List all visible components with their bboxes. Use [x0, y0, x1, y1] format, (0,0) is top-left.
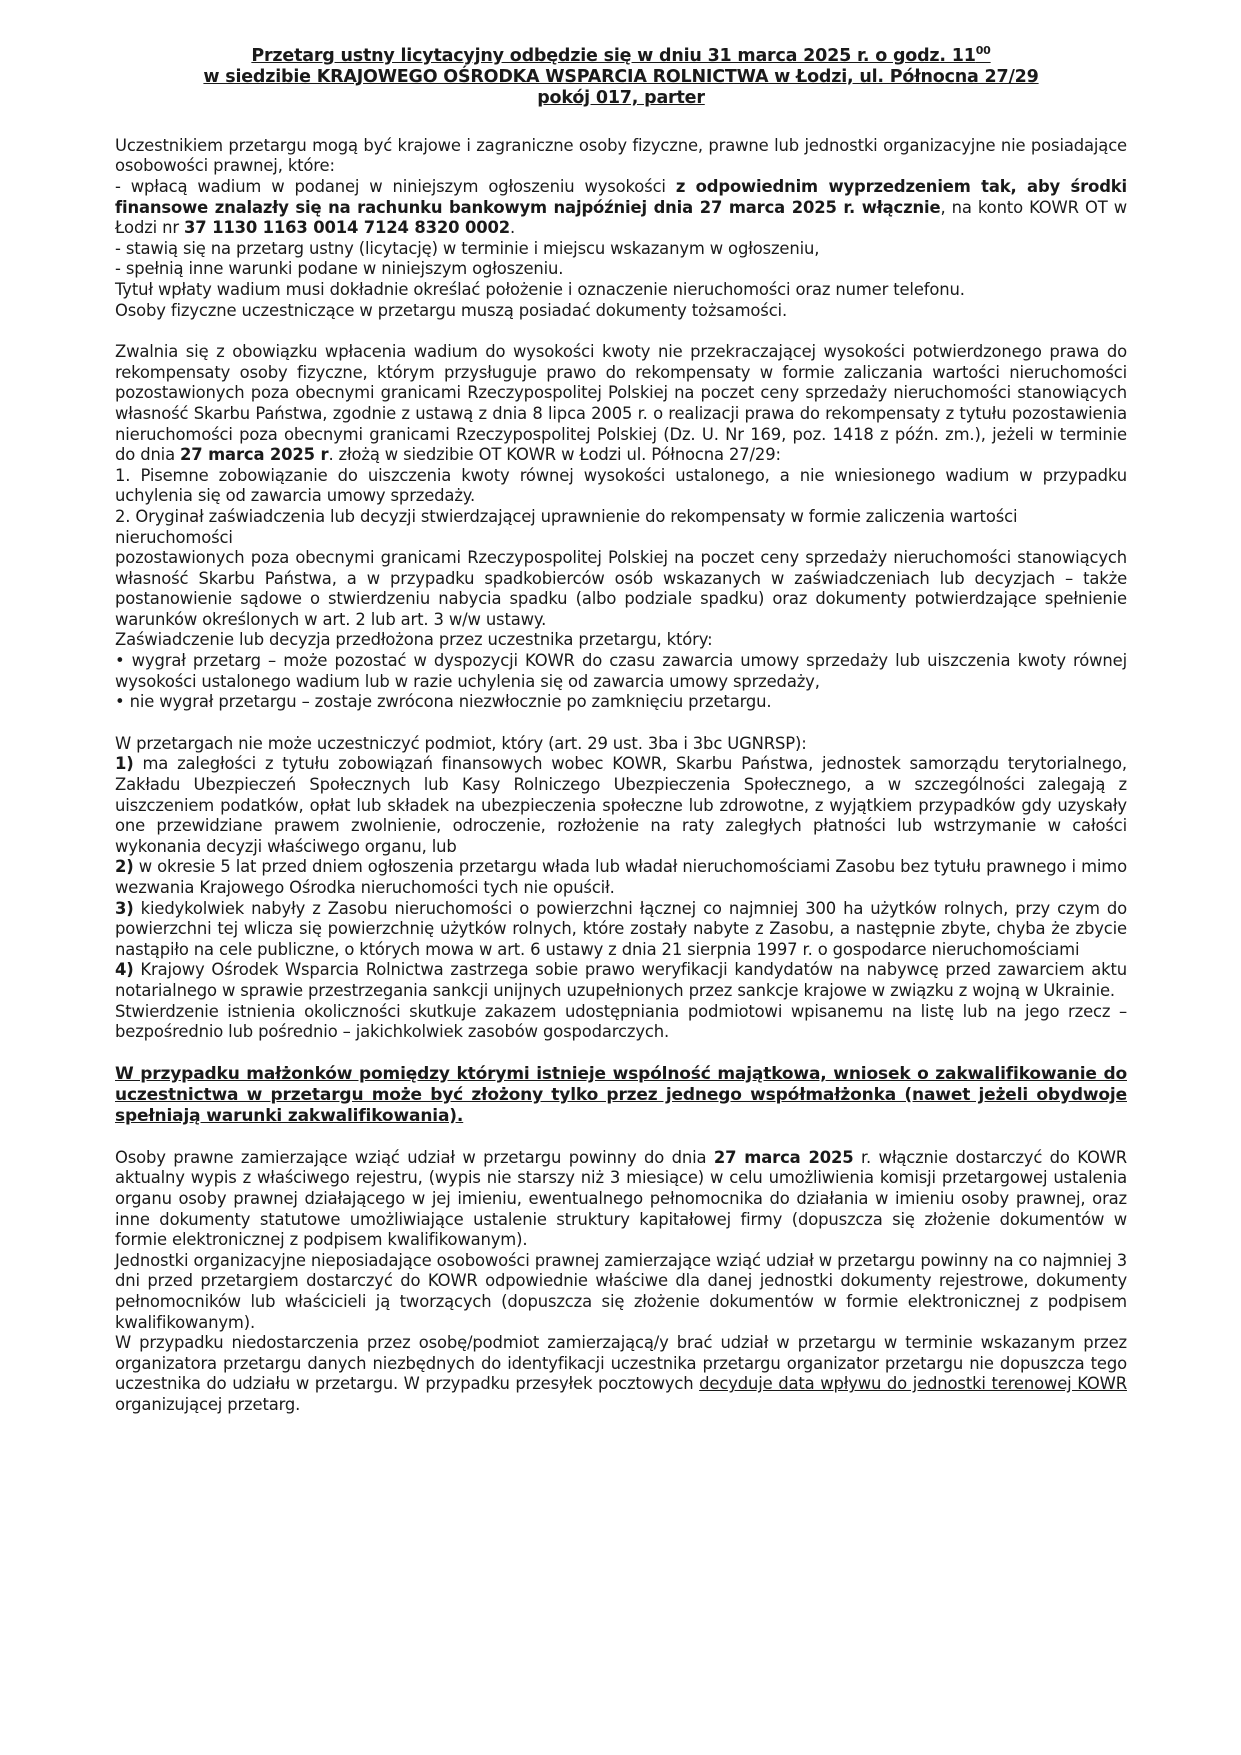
exclusion-item-2: 2) w okresie 5 lat przed dniem ogłoszenia przetargu włada lub władał nieruchomościami Zasobu bez tytułu prawnego i mimo wezwania Krajowego Ośrodka nieruchomości tych nie opuścił.	[115, 857, 1127, 898]
missing-documents-paragraph: W przypadku niedostarczenia przez osobę/podmiot zamierzającą/y brać udział w przetargu w terminie wskazanym przez organizatora przetargu danych niezbędnych do identyfikacji uczestnika przetargu organizator przetargu nie dopuszcza tego uczestnika do udziału w przetargu. W przypadku przesyłek pocztowych decyduje data wpływu do jednostki terenowej KOWR organizującej przetarg.	[115, 1333, 1127, 1414]
certificate-intro: Zaświadczenie lub decyzja przedłożona przez uczestnika przetargu, który:	[115, 630, 713, 650]
spouses-notice: W przypadku małżonków pomiędzy którymi istnieje wspólność majątkowa, wniosek o zakwalifikowanie do uczestnictwa w przetargu może być złożony tylko przez jednego współmałżonka (nawet jeżeli obydwoje spełniają warunki zakwalifikowania).	[115, 1063, 1127, 1126]
header-line-3: pokój 017, parter	[537, 87, 705, 108]
exemption-item-2a: 2. Oryginał zaświadczenia lub decyzji stwierdzającej uprawnienie do rekompensaty w formie zaliczenia wartości nieruchomości	[115, 506, 1018, 547]
sanctions-closing: Stwierdzenie istnienia okoliczności skutkuje zakazem udostępniania podmiotowi wpisanemu na listę lub na jego rzecz – bezpośrednio lub pośrednio – jakichkolwiek zasobów gospodarczych.	[115, 1001, 1127, 1042]
deposit-condition: - wpłacą wadium w podanej w niniejszym ogłoszeniu wysokości z odpowiednim wyprzedzeniem tak, aby środki finansowe znalazły się na rachunku bankowym najpóźniej dnia 27 marca 2025 r. włącznie, na konto KOWR OT w Łodzi nr 37 1130 1163 0014 7124 8320 0002.	[115, 177, 1127, 238]
document-page	[115, 40, 1127, 1415]
attendance-condition: - stawią się na przetarg ustny (licytację) w terminie i miejscu wskazanym w ogłoszeniu,	[115, 238, 820, 258]
id-documents-note: Osoby fizyczne uczestniczące w przetargu muszą posiadać dokumenty tożsamości.	[115, 300, 788, 320]
legal-entities-paragraph: Osoby prawne zamierzające wziąć udział w przetargu powinny do dnia 27 marca 2025 r. włącznie dostarczyć do KOWR aktualny wypis z właściwego rejestru, (wypis nie starszy niż 3 miesiące) w celu umożliwienia komisji przetargowej ustalenia organu osoby prawnej działającego w jej imieniu, ewentualnego pełnomocnika do działania w imieniu osoby prawnej, oraz inne dokumenty statutowe umożliwiające ustalenie struktury kapitałowej firmy (dopuszcza się złożenie dokumentów w formie elektronicznej z podpisem kwalifikowanym).	[115, 1147, 1127, 1250]
payment-title-note: Tytuł wpłaty wadium musi dokładnie określać położenie i oznaczenie nieruchomości oraz numer telefonu.	[115, 279, 965, 299]
exemption-item-2b: pozostawionych poza obecnymi granicami Rzeczypospolitej Polskiej na poczet ceny sprzedaży nieruchomości stanowiących własność Skarbu Państwa, a w przypadku spadkobierców osób wskazanych w zaświadczeniach lub decyzjach – także postanowienie sądowe o stwierdzeniu nabycia spadku (albo podziale spadku) oraz dokumenty potwierdzające spełnienie warunków określonych w art. 2 lub art. 3 w/w ustawy.	[115, 548, 1127, 629]
participants-intro: Uczestnikiem przetargu mogą być krajowe i zagraniczne osoby fizyczne, prawne lub jednostki organizacyjne nie posiadające osobowości prawnej, które:	[115, 135, 1127, 176]
deposit-exemption-paragraph: Zwalnia się z obowiązku wpłacenia wadium do wysokości kwoty nie przekraczającej wysokości potwierdzonego prawa do rekompensaty osoby fizyczne, którym przysługuje prawo do rekompensaty w formie zaliczania wartości nieruchomości pozostawionych poza obecnymi granicami Rzeczypospolitej Polskiej na poczet ceny sprzedaży nieruchomości stanowiących własność Skarbu Państwa, zgodnie z ustawą z dnia 8 lipca 2005 r. o realizacji prawa do rekompensaty z tytułu pozostawienia nieruchomości poza obecnymi granicami Rzeczypospolitej Polskiej (Dz. U. Nr 169, poz. 1418 z późn. zm.), jeżeli w terminie do dnia 27 marca 2025 r. złożą w siedzibie OT KOWR w Łodzi ul. Północna 27/29:	[115, 342, 1127, 465]
certificate-bullet-lost: • nie wygrał przetargu – zostaje zwrócona niezwłocznie po zamknięciu przetargu.	[115, 692, 772, 712]
exclusion-intro: W przetargach nie może uczestniczyć podmiot, który (art. 29 ust. 3ba i 3bc UGNRSP):	[115, 733, 807, 753]
header-line-1: Przetarg ustny licytacyjny odbędzie się w dniu 31 marca 2025 r. o godz. $11^{00}$	[251, 44, 991, 66]
certificate-bullet-won: • wygrał przetarg – może pozostać w dyspozycji KOWR do czasu zawarcia umowy sprzedaży lub uiszczenia kwoty równej wysokości ustalonego wadium lub w razie uchylenia się od zawarcia umowy sprzedaży,	[115, 651, 1127, 691]
other-conditions: - spełnią inne warunki podane w niniejszym ogłoszeniu.	[115, 259, 564, 279]
header-line-2: w siedzibie KRAJOWEGO OŚRODKA WSPARCIA ROLNICTWA w Łodzi, ul. Północna 27/29	[203, 66, 1039, 87]
exclusion-item-1: 1) ma zaległości z tytułu zobowiązań finansowych wobec KOWR, Skarbu Państwa, jednostek samorządu terytorialnego, Zakładu Ubezpieczeń Społecznych lub Kasy Rolniczego Ubezpieczenia Społecznego, a w szczególności zalegają z uiszczeniem podatków, opłat lub składek na ubezpieczenia społeczne lub zdrowotne, z wyjątkiem przypadków gdy uzyskały one przewidziane prawem zwolnienie, odroczenie, rozłożenie na raty zaległych płatności lub wstrzymanie w całości wykonania decyzji właściwego organu, lub	[115, 754, 1127, 856]
organizational-units-paragraph: Jednostki organizacyjne nieposiadające osobowości prawnej zamierzające wziąć udział w przetargu powinny na co najmniej 3 dni przed przetargiem dostarczyć do KOWR odpowiednie właściwe dla danej jednostki dokumenty rejestrowe, dokumenty pełnomocników lub właścicieli ją tworzących (dopuszcza się złożenie dokumentów w formie elektronicznej z podpisem kwalifikowanym).	[115, 1250, 1127, 1332]
exclusion-item-4: 4) Krajowy Ośrodek Wsparcia Rolnictwa zastrzega sobie prawo weryfikacji kandydatów na nabywcę przed zawarciem aktu notarialnego w sprawie przestrzegania sankcji unijnych uzupełnionych przez sankcje krajowe w związku z wojną w Ukrainie.	[115, 960, 1127, 1000]
auction-header	[115, 40, 1127, 109]
exemption-item-1: 1. Pisemne zobowiązanie do uiszczenia kwoty równej wysokości ustalonego, a nie wniesionego wadium w przypadku uchylenia się od zawarcia umowy sprzedaży.	[115, 465, 1127, 506]
bank-account-number: 37 1130 1163 0014 7124 8320 0002	[184, 218, 510, 238]
exclusion-item-3: 3) kiedykolwiek nabyły z Zasobu nieruchomości o powierzchni łącznej co najmniej 300 ha użytków rolnych, przy czym do powierzchni tej wlicza się powierzchnię użytków rolnych, które zostały nabyte z Zasobu, a następnie zbyte, chyba że zbycie nastąpiło na cele publiczne, o których mowa w art. 6 ustawy z dnia 21 sierpnia 1997 r. o gospodarce nieruchomościami	[115, 898, 1127, 959]
